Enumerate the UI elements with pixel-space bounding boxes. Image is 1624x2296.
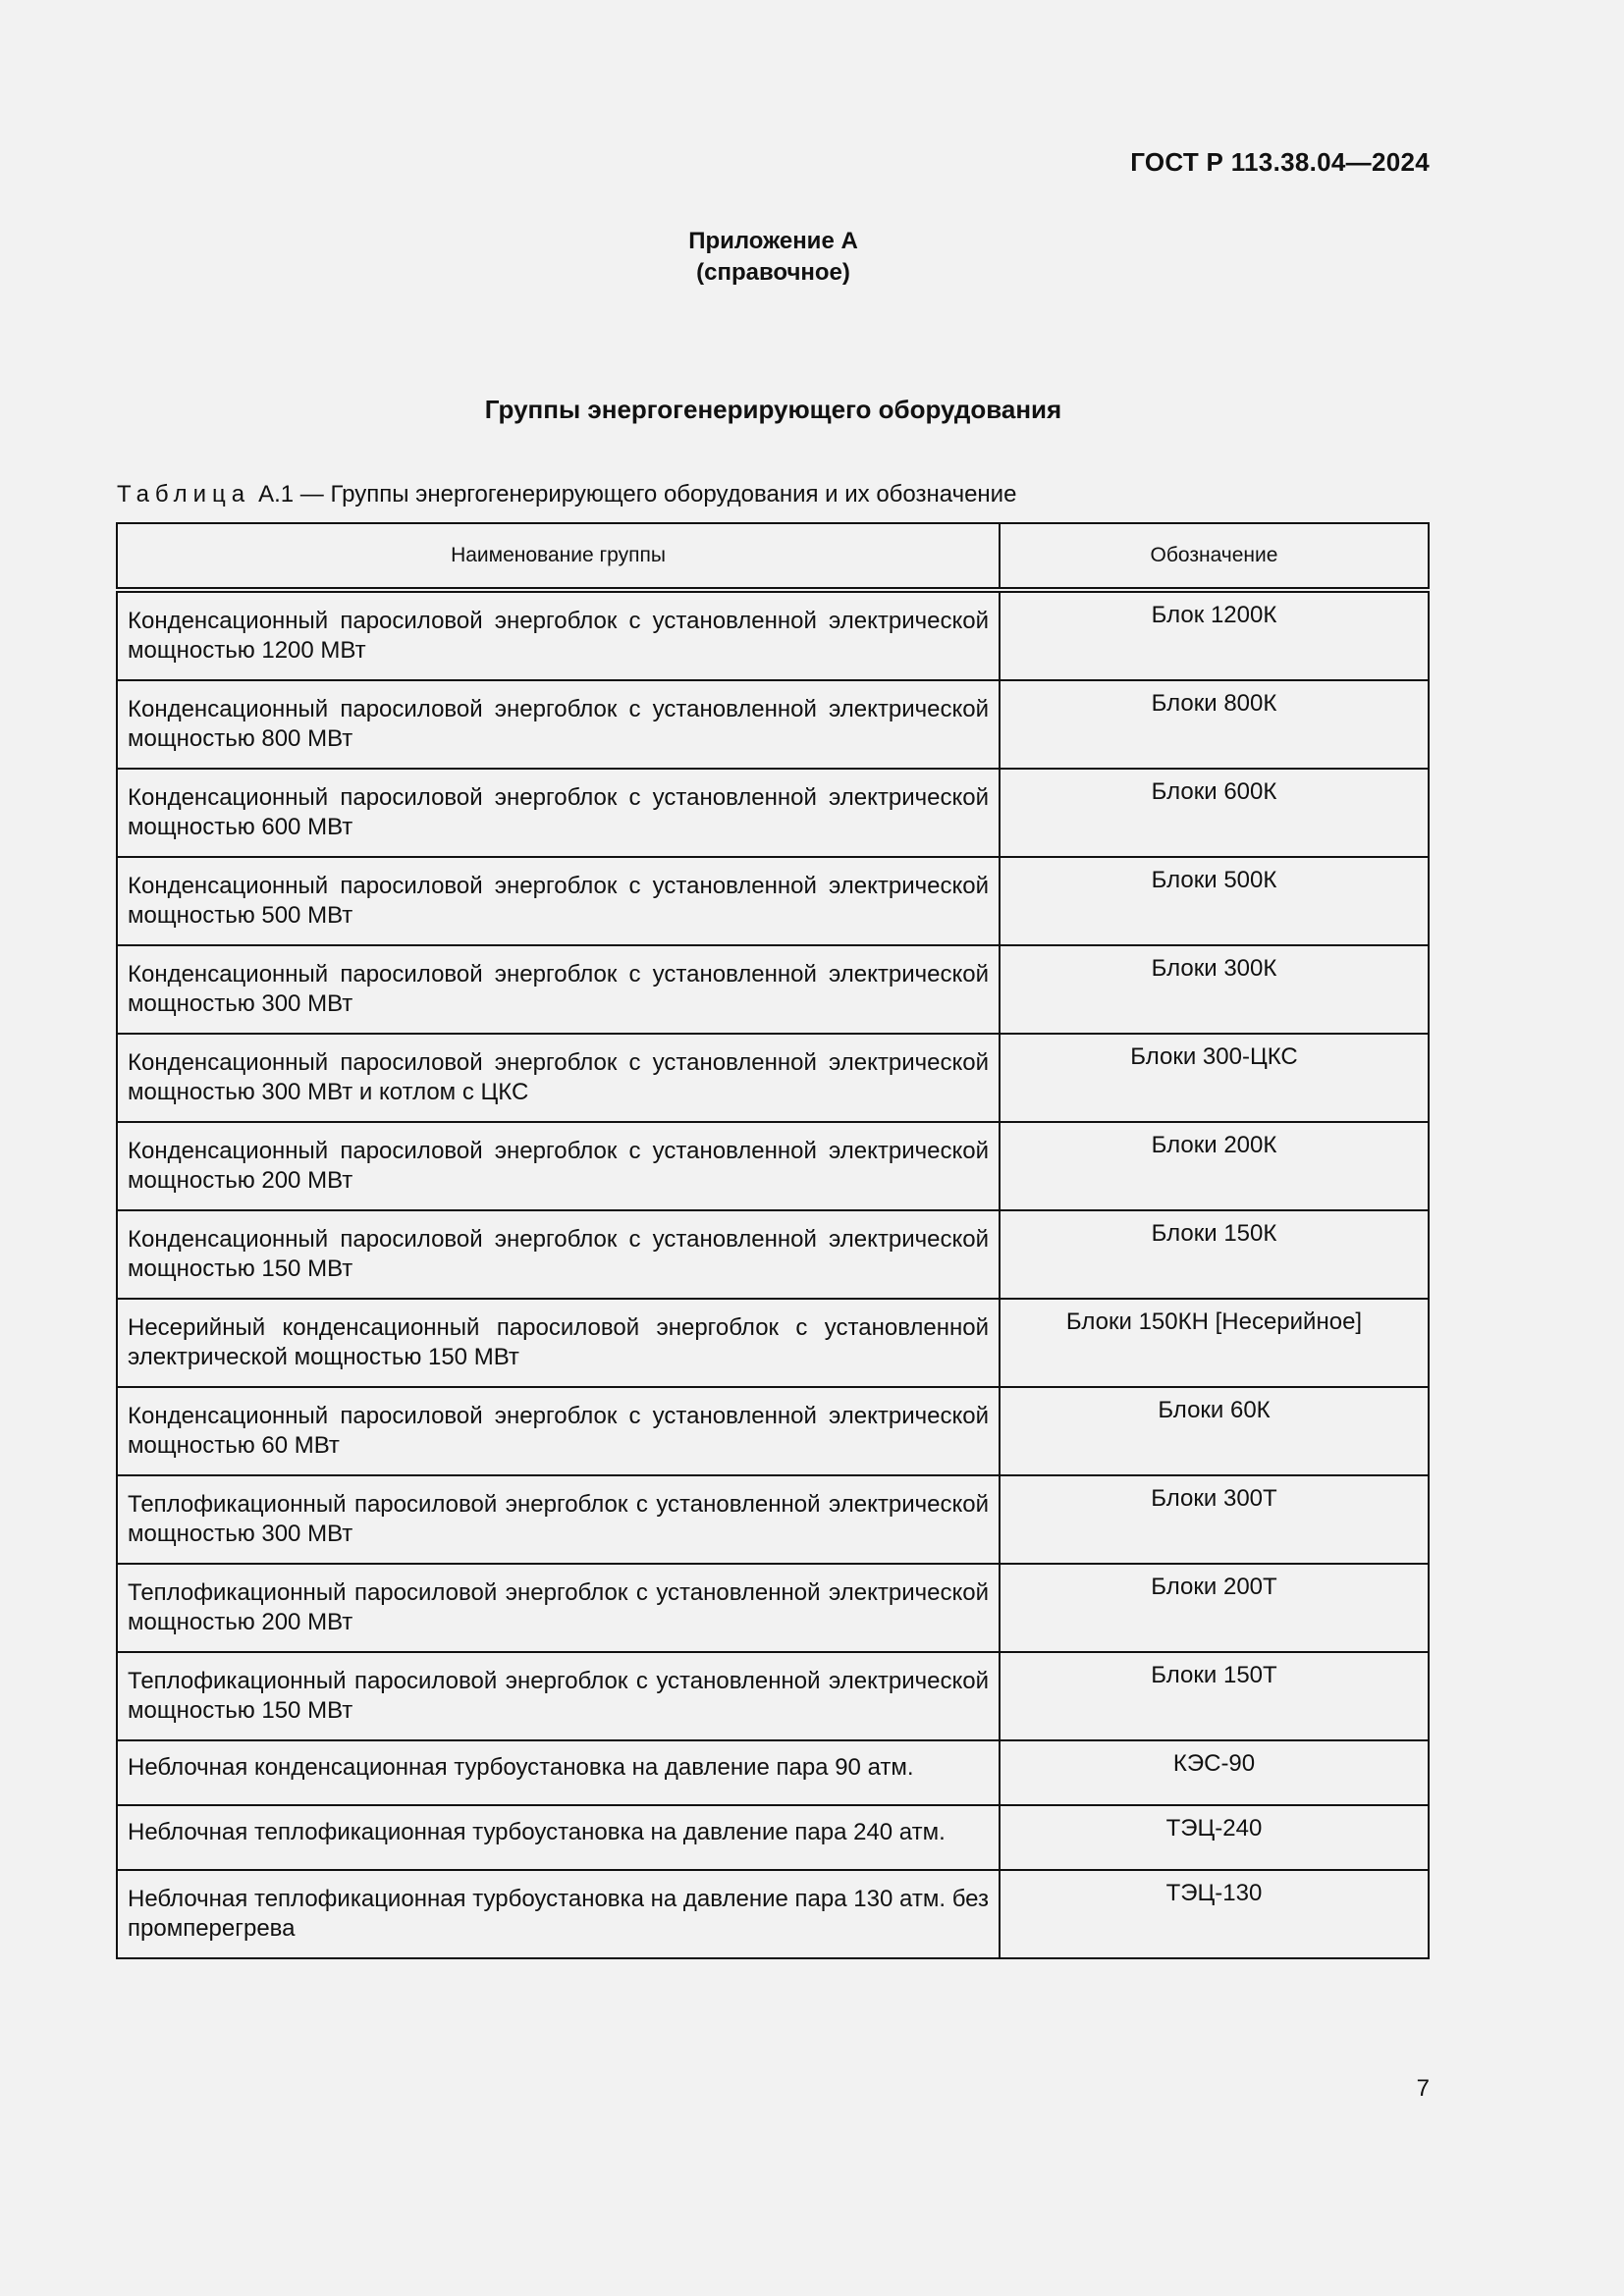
page-number: 7 — [1416, 2075, 1430, 2102]
group-name-cell: Несерийный конденсационный паросиловой энергоблок с установленной электрической мощностью 150 МВт — [117, 1299, 1000, 1387]
group-name-cell: Конденсационный паросиловой энергоблок с установленной электрической мощностью 500 МВт — [117, 857, 1000, 945]
group-name-cell: Теплофикационный паросиловой энергоблок с установленной электрической мощностью 300 МВт — [117, 1475, 1000, 1564]
table-caption-label: Таблица — [117, 481, 251, 507]
group-name-cell: Конденсационный паросиловой энергоблок с установленной электрической мощностью 600 МВт — [117, 769, 1000, 857]
group-name-cell: Конденсационный паросиловой энергоблок с установленной электрической мощностью 150 МВт — [117, 1210, 1000, 1299]
group-code-cell: ТЭЦ-240 — [1000, 1805, 1429, 1870]
table-row — [117, 1210, 1429, 1299]
group-code-cell: Блоки 60К — [1000, 1387, 1429, 1475]
column-header-name: Наименование группы — [117, 523, 1000, 590]
table-caption-text: А.1 — Группы энергогенерирующего оборудования и их обозначение — [258, 481, 1017, 507]
table-row — [117, 1652, 1429, 1740]
table-row — [117, 1475, 1429, 1564]
group-code-cell: Блоки 500К — [1000, 857, 1429, 945]
equipment-groups-table — [116, 522, 1430, 1959]
group-code-cell: Блоки 150Т — [1000, 1652, 1429, 1740]
group-code-cell: Блоки 200К — [1000, 1122, 1429, 1210]
group-code-cell: Блоки 300Т — [1000, 1475, 1429, 1564]
group-name-cell: Теплофикационный паросиловой энергоблок с установленной электрической мощностью 200 МВт — [117, 1564, 1000, 1652]
group-code-cell: Блок 1200К — [1000, 590, 1429, 680]
table-row — [117, 1870, 1429, 1958]
table-row — [117, 1740, 1429, 1805]
group-code-cell: Блоки 200Т — [1000, 1564, 1429, 1652]
group-code-cell: ТЭЦ-130 — [1000, 1870, 1429, 1958]
group-code-cell: Блоки 150К — [1000, 1210, 1429, 1299]
group-code-cell: Блоки 150КН [Несерийное] — [1000, 1299, 1429, 1387]
table-row — [117, 945, 1429, 1034]
group-code-cell: Блоки 300К — [1000, 945, 1429, 1034]
appendix-note: (справочное) — [696, 259, 850, 286]
appendix-title: Приложение А — [688, 228, 858, 254]
group-name-cell: Конденсационный паросиловой энергоблок с установленной электрической мощностью 800 МВт — [117, 680, 1000, 769]
section-title: Группы энергогенерирующего оборудования — [484, 395, 1062, 424]
table-row — [117, 1034, 1429, 1122]
document-code: ГОСТ Р 113.38.04—2024 — [1130, 147, 1430, 177]
column-header-code: Обозначение — [1000, 523, 1429, 590]
group-name-cell: Теплофикационный паросиловой энергоблок с установленной электрической мощностью 150 МВт — [117, 1652, 1000, 1740]
group-name-cell: Неблочная конденсационная турбоустановка на давление пара 90 атм. — [117, 1740, 1000, 1805]
table-row — [117, 857, 1429, 945]
table-row — [117, 1805, 1429, 1870]
table-row — [117, 680, 1429, 769]
group-name-cell: Конденсационный паросиловой энергоблок с установленной электрической мощностью 300 МВт и котлом с ЦКС — [117, 1034, 1000, 1122]
group-code-cell: Блоки 600К — [1000, 769, 1429, 857]
table-row — [117, 1387, 1429, 1475]
table-row — [117, 1564, 1429, 1652]
group-name-cell: Конденсационный паросиловой энергоблок с установленной электрической мощностью 200 МВт — [117, 1122, 1000, 1210]
group-name-cell: Конденсационный паросиловой энергоблок с установленной электрической мощностью 300 МВт — [117, 945, 1000, 1034]
table-caption — [117, 481, 1016, 508]
appendix-heading — [0, 226, 1546, 289]
group-name-cell: Неблочная теплофикационная турбоустановка на давление пара 240 атм. — [117, 1805, 1000, 1870]
group-code-cell: КЭС-90 — [1000, 1740, 1429, 1805]
group-name-cell: Неблочная теплофикационная турбоустановка на давление пара 130 атм. без промперегрева — [117, 1870, 1000, 1958]
table-header-row — [117, 523, 1429, 590]
table-row — [117, 1122, 1429, 1210]
table-row — [117, 769, 1429, 857]
group-code-cell: Блоки 300-ЦКС — [1000, 1034, 1429, 1122]
group-name-cell: Конденсационный паросиловой энергоблок с установленной электрической мощностью 1200 МВт — [117, 590, 1000, 680]
table-row — [117, 1299, 1429, 1387]
group-name-cell: Конденсационный паросиловой энергоблок с установленной электрической мощностью 60 МВт — [117, 1387, 1000, 1475]
table-row — [117, 590, 1429, 680]
group-code-cell: Блоки 800К — [1000, 680, 1429, 769]
